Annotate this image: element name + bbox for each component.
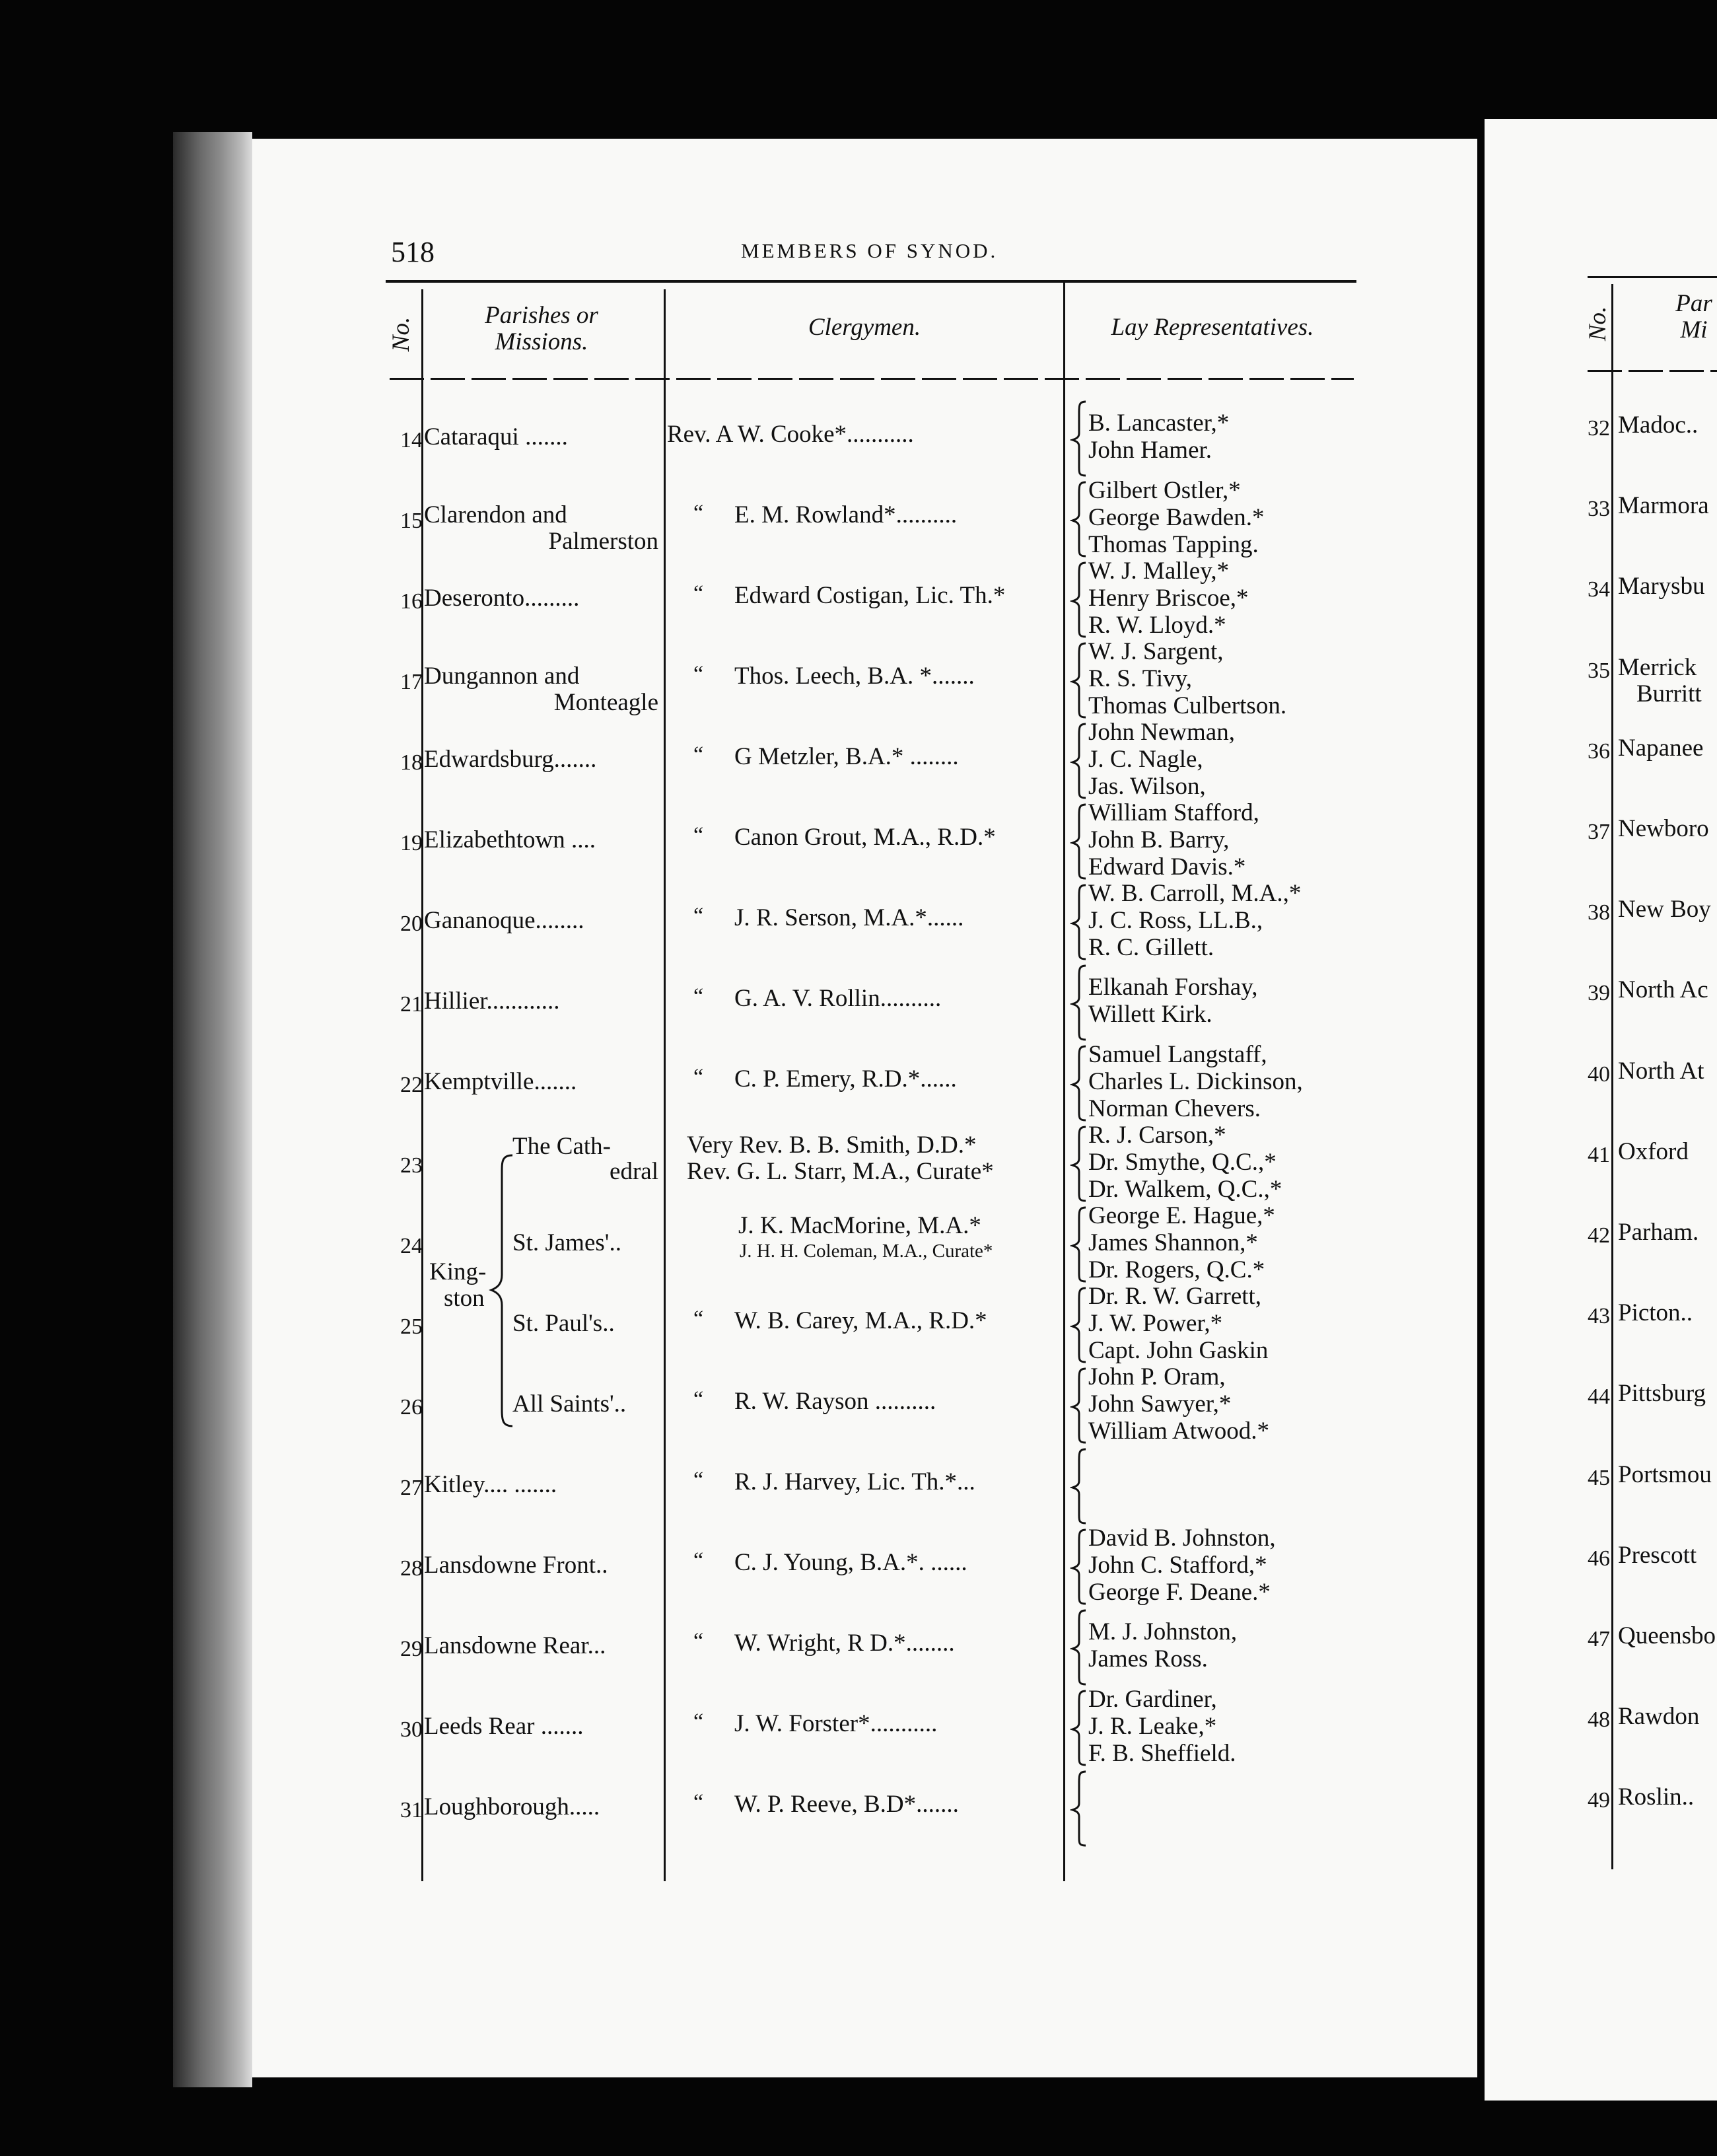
right-row-number: 43 (1588, 1304, 1610, 1329)
lay-representative: William Atwood.* (1088, 1418, 1269, 1445)
kingston-label-2: ston (444, 1285, 485, 1312)
kingston-label-1: King- (429, 1258, 487, 1285)
row-number: 30 (400, 1717, 423, 1742)
lay-representative: John Sawyer,* (1088, 1390, 1232, 1418)
right-row-number: 49 (1588, 1788, 1610, 1813)
lay-representative: R. C. Gillett. (1088, 934, 1214, 961)
lay-representative: William Stafford, (1088, 799, 1259, 826)
lay-representative: W. J. Sargent, (1088, 638, 1224, 665)
right-parish-name: Marmora (1618, 492, 1709, 520)
right-parish-name: Madoc.. (1618, 412, 1699, 439)
lay-brace (1070, 963, 1088, 1042)
clergyman: E. M. Rowland*.......... (734, 501, 958, 528)
lay-representative: Charles L. Dickinson, (1088, 1068, 1303, 1095)
row-number: 14 (400, 428, 423, 452)
right-row-number: 37 (1588, 820, 1610, 844)
right-row-number: 32 (1588, 416, 1610, 441)
lay-representative: Elkanah Forshay, (1088, 974, 1258, 1001)
right-row-number: 41 (1588, 1142, 1610, 1167)
lay-representative: R. S. Tivy, (1088, 665, 1193, 692)
ditto-mark: “ (693, 1065, 704, 1089)
parish-name: Deseronto......... (424, 585, 580, 612)
clergyman: J. W. Forster*........... (734, 1710, 938, 1737)
ditto-mark: “ (693, 904, 704, 928)
clergyman: J. K. MacMorine, M.A.* (738, 1212, 981, 1239)
parish-name: Edwardsburg....... (424, 746, 597, 773)
parish-name: Clarendon and (424, 501, 567, 528)
clergyman: Rev. A W. Cooke*........... (667, 421, 914, 448)
right-row-number: 36 (1588, 738, 1610, 764)
lay-representative: James Ross. (1088, 1645, 1208, 1672)
clergyman: C. P. Emery, R.D.*...... (734, 1065, 957, 1093)
lay-brace (1070, 1205, 1088, 1284)
lay-representative: Edward Davis.* (1088, 853, 1246, 880)
parish-name: Lansdowne Front.. (424, 1552, 608, 1579)
lay-representative: R. J. Carson,* (1088, 1122, 1226, 1149)
right-parish-name: Portsmou (1618, 1460, 1712, 1488)
lay-brace (1070, 882, 1088, 962)
lay-representative: J. C. Ross, LL.B., (1088, 907, 1263, 934)
ditto-mark: “ (693, 501, 704, 525)
parish-name: Kitley.... ....... (424, 1471, 557, 1498)
running-header: MEMBERS OF SYNOD. (741, 239, 999, 262)
lay-representative: Thomas Tapping. (1088, 531, 1259, 558)
lay-representative: Jas. Wilson, (1088, 773, 1206, 800)
parish-name: Kemptville....... (424, 1068, 577, 1095)
lay-brace (1070, 560, 1088, 639)
ditto-mark: “ (693, 984, 704, 1009)
right-parish-name: Parham. (1618, 1219, 1699, 1246)
lay-brace (1070, 1769, 1088, 1848)
lay-representative: John B. Barry, (1088, 826, 1230, 853)
lay-representative: M. J. Johnston, (1088, 1618, 1238, 1645)
right-row-number: 40 (1588, 1061, 1610, 1087)
right-row-number: 34 (1588, 577, 1610, 602)
right-col-rule (1611, 284, 1613, 1869)
ditto-mark: “ (693, 1307, 704, 1331)
clergyman: Canon Grout, M.A., R.D.* (734, 824, 996, 851)
right-parish-name: North Ac (1618, 976, 1708, 1004)
right-parish-name: New Boy (1618, 896, 1711, 923)
parish-name: Dungannon and (424, 663, 580, 690)
col-clergymen-heading: Clergymen. (808, 314, 921, 341)
lay-brace (1070, 641, 1088, 720)
clergyman: J. R. Serson, M.A.*...... (734, 904, 964, 931)
ditto-mark: “ (693, 1468, 704, 1492)
lay-brace (1070, 1527, 1088, 1606)
lay-representative: R. W. Lloyd.* (1088, 612, 1226, 639)
right-parish-name: Prescott (1618, 1541, 1697, 1569)
row-number: 18 (400, 750, 423, 775)
right-row-number: 35 (1588, 658, 1610, 683)
lay-representative: F. B. Sheffield. (1088, 1740, 1236, 1767)
parish-name: Elizabethtown .... (424, 826, 596, 853)
clergyman: R. W. Rayson .......... (734, 1388, 936, 1415)
parish-name: Hillier............ (424, 988, 560, 1015)
right-row-number: 46 (1588, 1546, 1610, 1571)
lay-representative: Dr. Gardiner, (1088, 1686, 1217, 1713)
right-row-number: 48 (1588, 1707, 1610, 1733)
right-parish-name: Rawdon (1618, 1703, 1700, 1731)
table-top-rule (386, 280, 1356, 283)
ditto-mark: “ (693, 1790, 704, 1815)
lay-representative: David B. Johnston, (1088, 1525, 1276, 1552)
lay-representative: George E. Hague,* (1088, 1202, 1275, 1229)
clergyman: Edward Costigan, Lic. Th.* (734, 582, 1006, 609)
lay-representative: W. B. Carroll, M.A.,* (1088, 880, 1302, 907)
row-number: 15 (400, 509, 423, 533)
right-parish-name: Newboro (1618, 815, 1709, 842)
parish-name: The Cath- (512, 1133, 611, 1160)
col-lay-heading: Lay Representatives. (1111, 314, 1314, 341)
clergyman: R. J. Harvey, Lic. Th.*... (734, 1468, 975, 1495)
ditto-mark: “ (693, 1548, 704, 1573)
lay-representative: John Newman, (1088, 719, 1235, 746)
ditto-mark: “ (693, 823, 704, 847)
parish-name: All Saints'.. (512, 1390, 627, 1418)
right-row-number: 42 (1588, 1223, 1610, 1248)
parish-name: St. James'.. (512, 1229, 621, 1256)
lay-brace (1070, 802, 1088, 881)
row-number: 21 (400, 992, 423, 1017)
lay-representative: John C. Stafford,* (1088, 1552, 1267, 1579)
lay-representative: W. J. Malley,* (1088, 557, 1230, 585)
row-number: 31 (400, 1798, 423, 1822)
parish-name-cont: Palmerston (548, 528, 658, 555)
lay-representative: Capt. John Gaskin (1088, 1337, 1269, 1364)
lay-representative: John P. Oram, (1088, 1363, 1226, 1390)
clergyman: G Metzler, B.A.* ........ (734, 743, 959, 770)
lay-brace (1070, 1124, 1088, 1204)
right-row-number: 38 (1588, 900, 1610, 925)
lay-representative: Dr. Rogers, Q.C.* (1088, 1256, 1265, 1283)
lay-representative: Dr. R. W. Garrett, (1088, 1283, 1262, 1310)
parish-name: Lansdowne Rear... (424, 1632, 606, 1659)
right-parish-name: Picton.. (1618, 1299, 1693, 1327)
right-parish-name-cont: Burritt (1636, 680, 1702, 707)
right-row-number: 47 (1588, 1627, 1610, 1651)
lay-representative: Gilbert Ostler,* (1088, 477, 1241, 504)
right-top-rule (1588, 276, 1717, 278)
row-number: 17 (400, 670, 423, 694)
lay-brace (1070, 1688, 1088, 1768)
col-parishes-heading: Parishes or Missions. (485, 302, 598, 355)
clergyman: W. P. Reeve, B.D*....... (734, 1791, 959, 1818)
lay-representative: Norman Chevers. (1088, 1095, 1261, 1122)
lay-brace (1070, 1285, 1088, 1365)
right-parish-name: Marysbu (1618, 573, 1705, 600)
lay-brace (1070, 1366, 1088, 1445)
row-number: 23 (400, 1153, 423, 1178)
ditto-mark: “ (693, 581, 704, 606)
clergyman: Very Rev. B. B. Smith, D.D.* (687, 1132, 977, 1159)
clergyman-curate: Rev. G. L. Starr, M.A., Curate* (687, 1158, 994, 1185)
row-number: 24 (400, 1234, 423, 1258)
right-row-number: 45 (1588, 1465, 1610, 1490)
lay-representative: Dr. Smythe, Q.C.,* (1088, 1149, 1277, 1176)
clergyman: W. B. Carey, M.A., R.D.* (734, 1307, 987, 1334)
right-row-number: 33 (1588, 497, 1610, 522)
lay-representative: James Shannon,* (1088, 1229, 1258, 1256)
kingston-brace (489, 1153, 515, 1430)
col-rule-2 (664, 289, 666, 1881)
right-parish-name: Pittsburg (1618, 1380, 1706, 1408)
lay-brace (1070, 399, 1088, 478)
col-no-heading: No. (388, 316, 415, 352)
row-number: 20 (400, 912, 423, 936)
row-number: 28 (400, 1556, 423, 1581)
right-header-underline (1588, 370, 1717, 372)
row-number: 25 (400, 1314, 423, 1339)
right-row-number: 39 (1588, 981, 1610, 1006)
ditto-mark: “ (693, 1629, 704, 1653)
lay-representative: George F. Deane.* (1088, 1579, 1271, 1606)
right-parish-name: Roslin.. (1618, 1783, 1695, 1811)
header-underline (390, 378, 1354, 380)
ditto-mark: “ (693, 662, 704, 686)
parish-name: Loughborough..... (424, 1793, 600, 1820)
right-parish-name: Merrick (1618, 653, 1697, 681)
clergyman-curate: J. H. H. Coleman, M.A., Curate* (740, 1240, 993, 1262)
clergyman: G. A. V. Rollin.......... (734, 985, 942, 1012)
col-rule-3 (1063, 283, 1065, 1881)
row-number: 19 (400, 831, 423, 855)
right-col-parish-heading: Par Mi (1675, 290, 1712, 343)
row-number: 16 (400, 589, 423, 614)
right-parish-name: North At (1618, 1057, 1704, 1085)
parish-name: St. Paul's.. (512, 1310, 615, 1337)
row-number: 29 (400, 1637, 423, 1661)
lay-brace (1070, 1044, 1088, 1123)
lay-representative: Thomas Culbertson. (1088, 692, 1287, 719)
ditto-mark: “ (693, 742, 704, 767)
ditto-mark: “ (693, 1387, 704, 1412)
lay-representative: J. R. Leake,* (1088, 1713, 1217, 1740)
row-number: 27 (400, 1476, 423, 1500)
lay-representative: Willett Kirk. (1088, 1001, 1212, 1028)
clergyman: Thos. Leech, B.A. *....... (734, 663, 975, 690)
right-col-no-heading: No. (1584, 306, 1611, 341)
lay-representative: J. C. Nagle, (1088, 746, 1203, 773)
lay-brace (1070, 480, 1088, 559)
lay-representative: Henry Briscoe,* (1088, 585, 1249, 612)
page-number: 518 (391, 236, 435, 268)
book-spine (173, 132, 252, 2087)
parish-name: Cataraqui ....... (424, 423, 568, 450)
lay-representative: John Hamer. (1088, 437, 1212, 464)
right-parish-name: Queensbo (1618, 1622, 1716, 1649)
row-number: 26 (400, 1395, 423, 1419)
lay-representative: Dr. Walkem, Q.C.,* (1088, 1176, 1282, 1203)
right-row-number: 44 (1588, 1384, 1610, 1410)
lay-brace (1070, 1608, 1088, 1687)
lay-brace (1070, 721, 1088, 801)
lay-representative: George Bawden.* (1088, 504, 1265, 531)
lay-brace (1070, 1447, 1088, 1526)
lay-representative: J. W. Power,* (1088, 1310, 1223, 1337)
parish-name: Leeds Rear ....... (424, 1713, 584, 1740)
ditto-mark: “ (693, 1709, 704, 1734)
right-parish-name: Napanee (1618, 734, 1704, 762)
lay-representative: B. Lancaster,* (1088, 410, 1230, 437)
row-number: 22 (400, 1073, 423, 1097)
parish-name: Gananoque........ (424, 907, 584, 934)
clergyman: W. Wright, R D.*........ (734, 1630, 955, 1657)
parish-name-cont: edral (610, 1158, 658, 1185)
lay-representative: Samuel Langstaff, (1088, 1041, 1267, 1068)
clergyman: C. J. Young, B.A.*. ...... (734, 1549, 967, 1576)
right-parish-name: Oxford (1618, 1137, 1689, 1165)
parish-name-cont: Monteagle (553, 689, 658, 716)
